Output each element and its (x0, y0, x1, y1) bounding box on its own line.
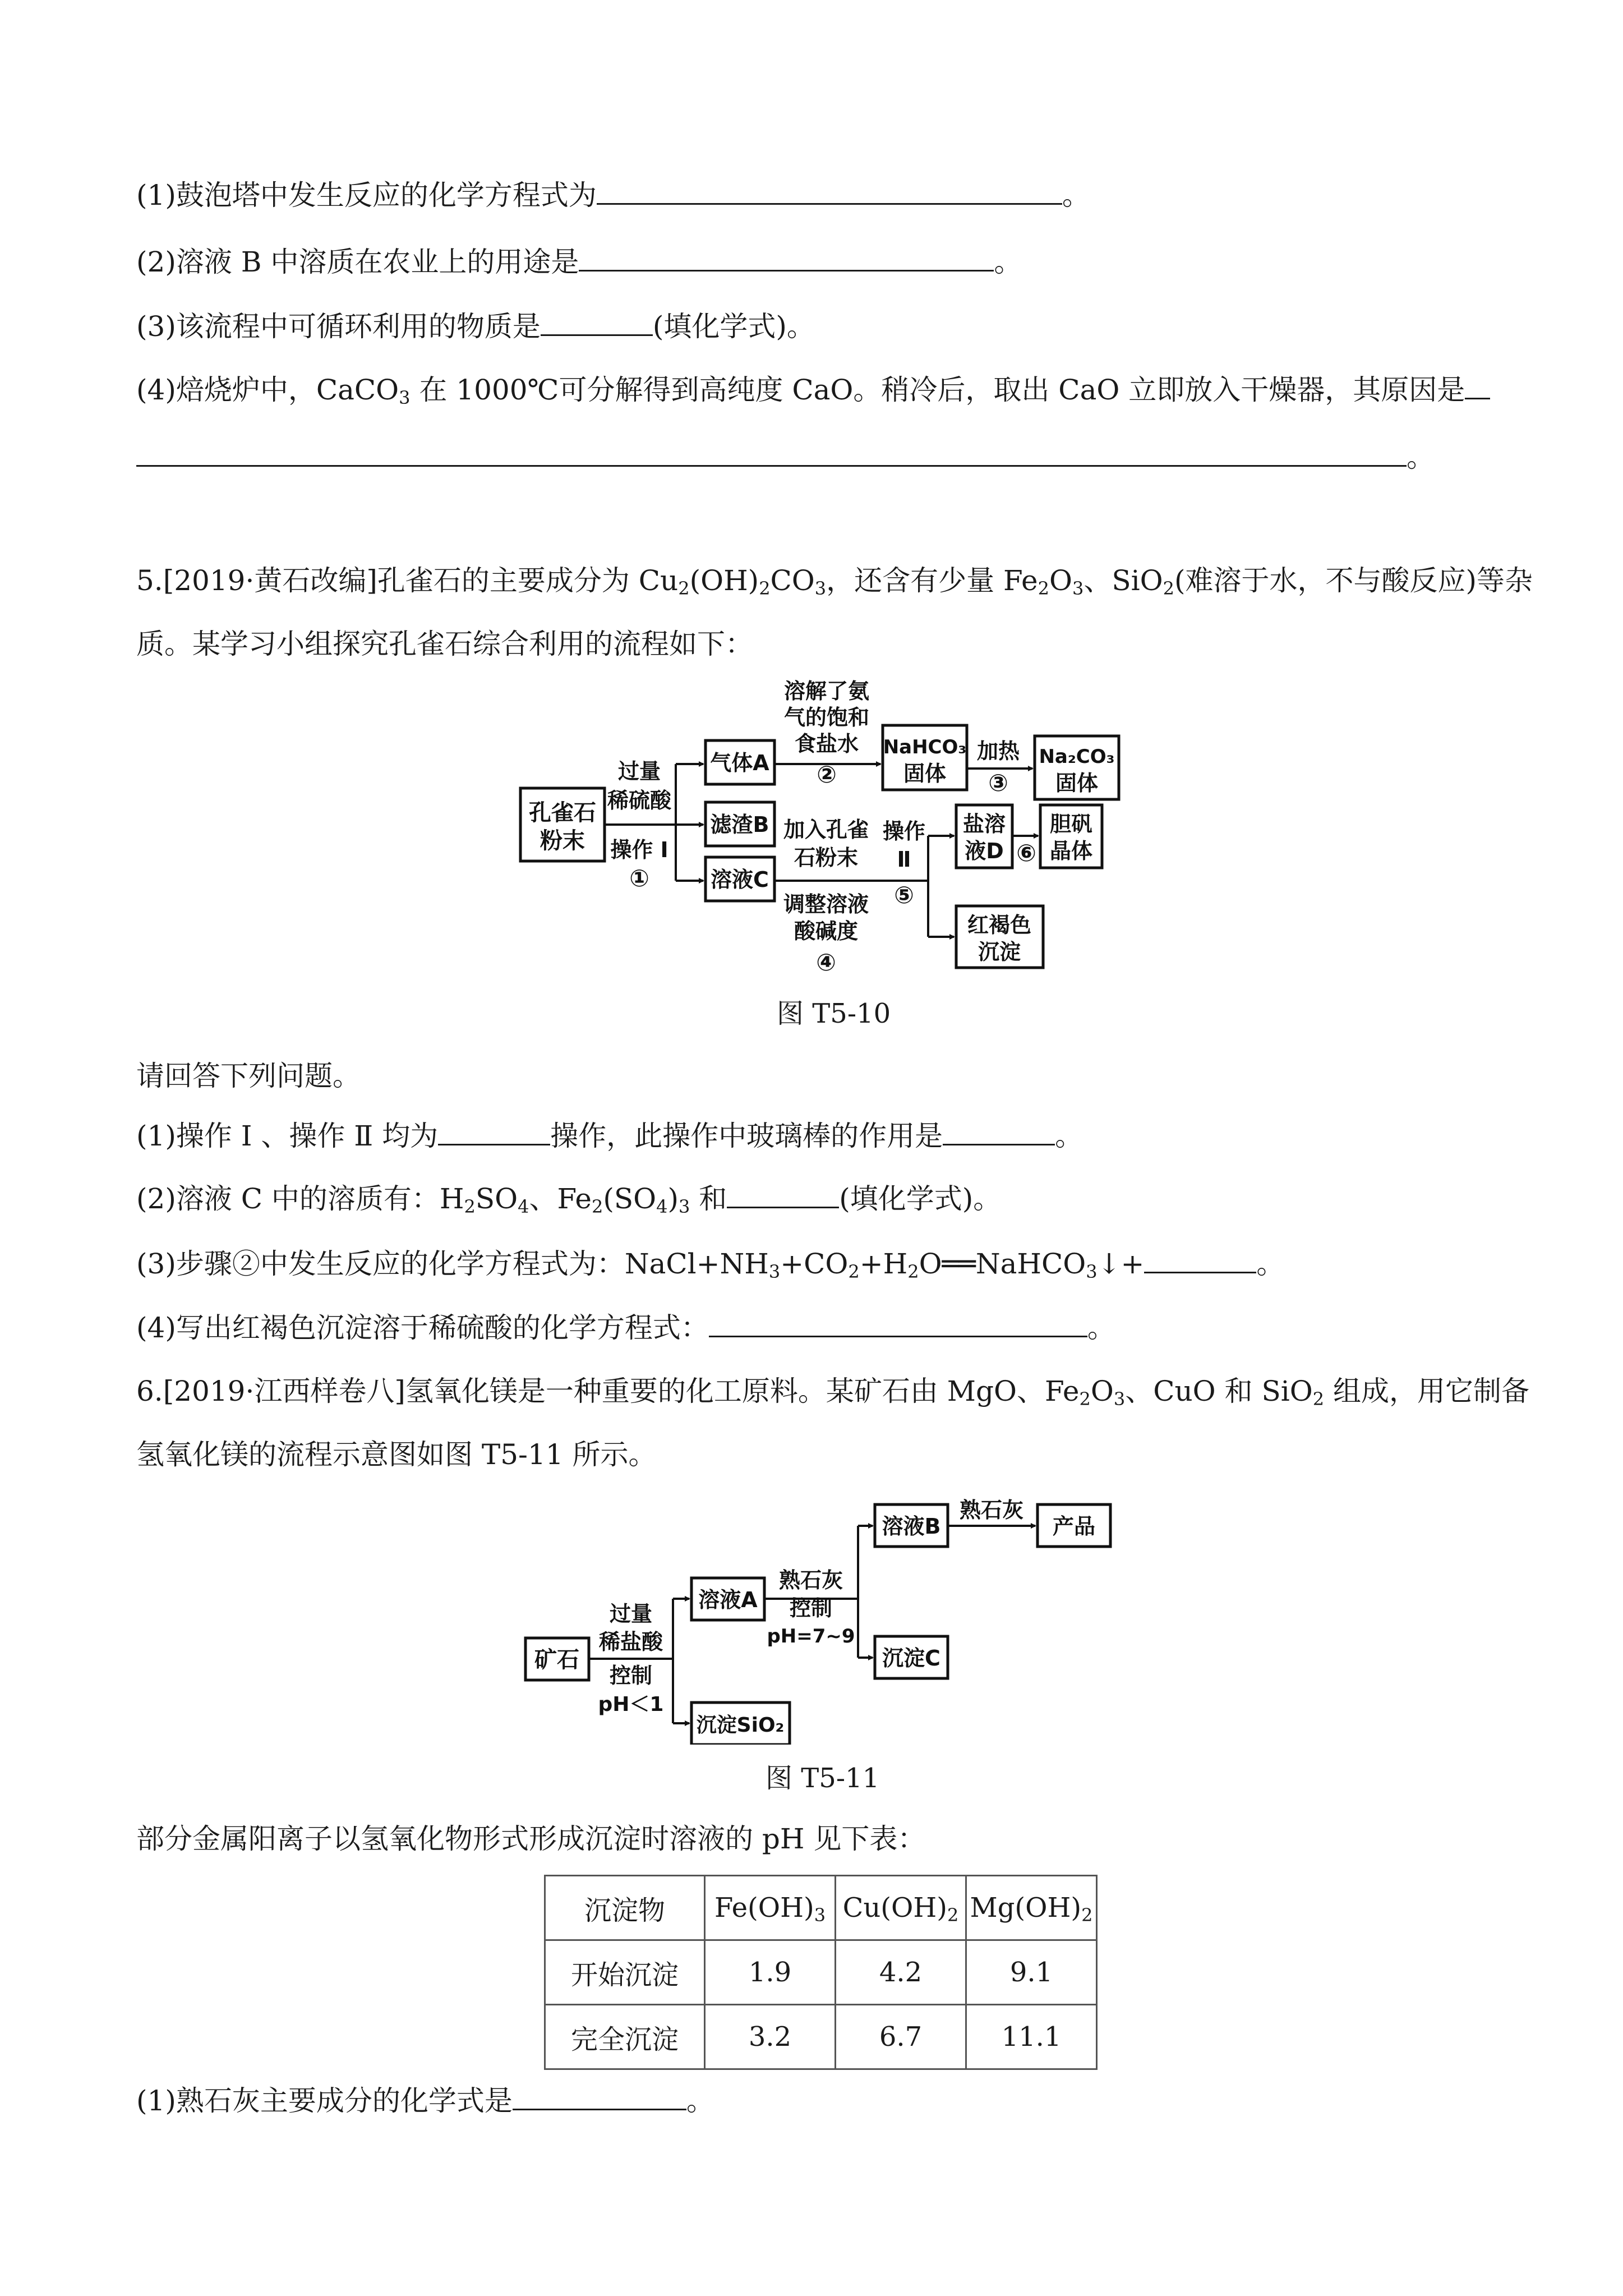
table-cell: 4.2 (836, 1940, 966, 2005)
table-cell: 完全沉淀 (545, 2005, 705, 2069)
svg-text:过量: 过量 (617, 759, 661, 784)
svg-text:熟石灰: 熟石灰 (959, 1498, 1024, 1522)
svg-text:沉淀C: 沉淀C (882, 1646, 940, 1671)
flowchart-t5-11 (516, 1481, 1122, 1745)
svg-text:过量: 过量 (609, 1602, 653, 1626)
box-blue-vitriol-crystal (1040, 805, 1102, 868)
precipitation-ph-table (544, 1875, 1098, 2070)
table-cell: 开始沉淀 (545, 1940, 705, 2005)
table-header-cell: $Cu(OH)_2$ (836, 1876, 966, 1940)
q6-stem-continued: 氢氧化镁的流程示意图如图 T5-11 所示。 (136, 1438, 657, 1471)
svg-text:溶液C: 溶液C (711, 867, 769, 892)
q4-part4: (4)焙烧炉中，CaCO$_3$ 在 1000℃可分解得到高纯度 CaO。稍冷后，取出 CaO 立即放入干燥器，其原因是 (136, 370, 1490, 409)
svg-text:⑤: ⑤ (894, 881, 914, 909)
q6-part1: (1)熟石灰主要成分的化学式是 。 (136, 2085, 714, 2117)
q5-ask: 请回答下列问题。 (136, 1060, 361, 1092)
q5-part3: (3)步骤②中发生反应的化学方程式为：$NaCl+NH_3+CO_2+H_2O══NaHCO_3↓+$ 。 (136, 1248, 1285, 1282)
svg-text:①: ① (629, 864, 649, 892)
svg-text:石粉末: 石粉末 (794, 845, 859, 870)
answer-blank[interactable] (597, 178, 1062, 205)
figure-caption-t5-11: 图 T5-11 (766, 1763, 880, 1794)
box-precipitate-c (875, 1636, 948, 1678)
q5-stem: 5.[2019·黄石改编]孔雀石的主要成分为 $Cu_2(OH)_2CO_3$，还含有少量 $Fe_2O_3$、SiO$_2$(难溶于水，不与酸反应)等杂 (136, 564, 1533, 599)
answer-blank[interactable] (943, 1119, 1055, 1145)
q5-part1: (1)操作 Ⅰ 、操作 Ⅱ 均为 操作，此操作中玻璃棒的作用是 。 (136, 1120, 1083, 1152)
box-red-brown-precipitate (956, 906, 1043, 968)
svg-text:②: ② (817, 761, 837, 788)
table-cell: 1.9 (705, 1940, 836, 2005)
q4-part4-continued: 。 (136, 438, 1435, 477)
svg-text:④: ④ (816, 949, 836, 976)
table-cell: 11.1 (966, 2005, 1097, 2069)
answer-blank[interactable] (513, 2084, 686, 2110)
figure-caption-t5-10: 图 T5-10 (777, 998, 891, 1029)
box-salt-solution-d (956, 805, 1012, 868)
answer-blank[interactable] (541, 310, 653, 336)
box-solution-c (706, 857, 774, 901)
box-product (1038, 1504, 1110, 1547)
svg-text:盐溶: 盐溶 (962, 812, 1006, 836)
q4-part1: (1)鼓泡塔中发生反应的化学方程式为 。 (136, 179, 1090, 211)
table-cell: 3.2 (705, 2005, 836, 2069)
svg-text:Na₂CO₃: Na₂CO₃ (1039, 746, 1115, 768)
q6-stem: 6.[2019·江西样卷八]氢氧化镁是一种重要的化工原料。某矿石由 MgO、$Fe_2O_3$、CuO 和 SiO$_2$ 组成，用它制备 (136, 1375, 1529, 1410)
svg-text:气体A: 气体A (710, 751, 769, 775)
svg-text:酸碱度: 酸碱度 (794, 919, 859, 944)
svg-text:稀硫酸: 稀硫酸 (607, 788, 672, 813)
svg-text:矿石: 矿石 (534, 1647, 579, 1673)
svg-text:控制: 控制 (789, 1596, 833, 1621)
q5-part4: (4)写出红褐色沉淀溶于稀硫酸的化学方程式： 。 (136, 1312, 1115, 1344)
box-residue-b (706, 802, 774, 846)
box-gas-a (706, 740, 774, 784)
svg-text:食盐水: 食盐水 (794, 731, 859, 756)
svg-text:固体: 固体 (903, 761, 947, 786)
answer-blank[interactable] (438, 1119, 550, 1145)
svg-text:控制: 控制 (609, 1663, 653, 1688)
answer-blank[interactable] (727, 1182, 839, 1208)
answer-blank[interactable] (136, 440, 1407, 467)
svg-text:加热: 加热 (976, 739, 1020, 763)
answer-blank[interactable] (1465, 373, 1490, 399)
svg-text:操作 Ⅰ: 操作 Ⅰ (610, 838, 668, 862)
svg-text:气的饱和: 气的饱和 (783, 705, 870, 730)
svg-text:滤渣B: 滤渣B (710, 812, 769, 837)
box-ore (525, 1638, 589, 1680)
svg-text:操作: 操作 (882, 819, 926, 844)
flowchart-t5-10 (505, 670, 1133, 984)
svg-text:NaHCO₃: NaHCO₃ (883, 736, 967, 758)
svg-text:调整溶液: 调整溶液 (783, 892, 869, 917)
svg-text:红褐色: 红褐色 (967, 913, 1032, 937)
q6-table-intro: 部分金属阳离子以氢氧化物形式形成沉淀时溶液的 pH 见下表： (136, 1823, 926, 1855)
table-cell: 9.1 (966, 1940, 1097, 2005)
svg-text:孔雀石: 孔雀石 (529, 800, 596, 826)
table-header-cell: 沉淀物 (545, 1876, 705, 1940)
svg-text:溶液A: 溶液A (698, 1588, 758, 1612)
table-row (545, 1940, 1097, 2005)
table-header-cell: $Mg(OH)_2$ (966, 1876, 1097, 1940)
box-precipitate-sio2 (691, 1703, 790, 1745)
box-solution-b (875, 1504, 948, 1547)
q4-part3: (3)该流程中可循环利用的物质是 (填化学式)。 (136, 310, 815, 343)
svg-text:稀盐酸: 稀盐酸 (598, 1630, 663, 1654)
svg-text:⑥: ⑥ (1016, 839, 1036, 867)
table-cell: 6.7 (836, 2005, 966, 2069)
q5-part2: (2)溶液 C 中的溶质有：$H_2SO_4$、$Fe_2(SO_4)_3$ 和 (填化学式)。 (136, 1182, 1002, 1217)
q5-stem-continued: 质。某学习小组探究孔雀石综合利用的流程如下： (136, 628, 753, 660)
svg-text:沉淀SiO₂: 沉淀SiO₂ (696, 1714, 785, 1737)
svg-text:熟石灰: 熟石灰 (778, 1568, 843, 1593)
table-header-cell: $Fe(OH)_3$ (705, 1876, 836, 1940)
box-solution-a (691, 1578, 764, 1620)
svg-text:胆矾: 胆矾 (1049, 812, 1093, 836)
svg-text:产品: 产品 (1052, 1514, 1096, 1539)
svg-text:沉淀: 沉淀 (978, 940, 1021, 964)
box-malachite-powder (520, 788, 605, 861)
svg-text:粉末: 粉末 (540, 828, 585, 854)
svg-text:溶解了氨: 溶解了氨 (783, 679, 870, 703)
svg-text:溶液B: 溶液B (882, 1514, 941, 1539)
q4-part2: (2)溶液 B 中溶质在农业上的用途是 。 (136, 246, 1022, 278)
table-row (545, 2005, 1097, 2069)
svg-text:pH＜1: pH＜1 (598, 1693, 664, 1716)
answer-blank[interactable] (1144, 1247, 1256, 1273)
svg-text:液D: 液D (965, 839, 1004, 863)
box-na2co3-solid (1035, 736, 1119, 799)
svg-text:固体: 固体 (1055, 771, 1099, 795)
answer-blank[interactable] (709, 1311, 1087, 1337)
answer-blank[interactable] (579, 245, 994, 272)
svg-text:Ⅱ: Ⅱ (897, 847, 911, 872)
box-nahco3-solid (883, 725, 967, 790)
svg-text:③: ③ (988, 769, 1008, 797)
svg-text:pH=7~9: pH=7~9 (767, 1625, 855, 1648)
svg-text:加入孔雀: 加入孔雀 (783, 817, 869, 842)
svg-text:晶体: 晶体 (1049, 839, 1093, 863)
table-header-row (545, 1876, 1097, 1940)
